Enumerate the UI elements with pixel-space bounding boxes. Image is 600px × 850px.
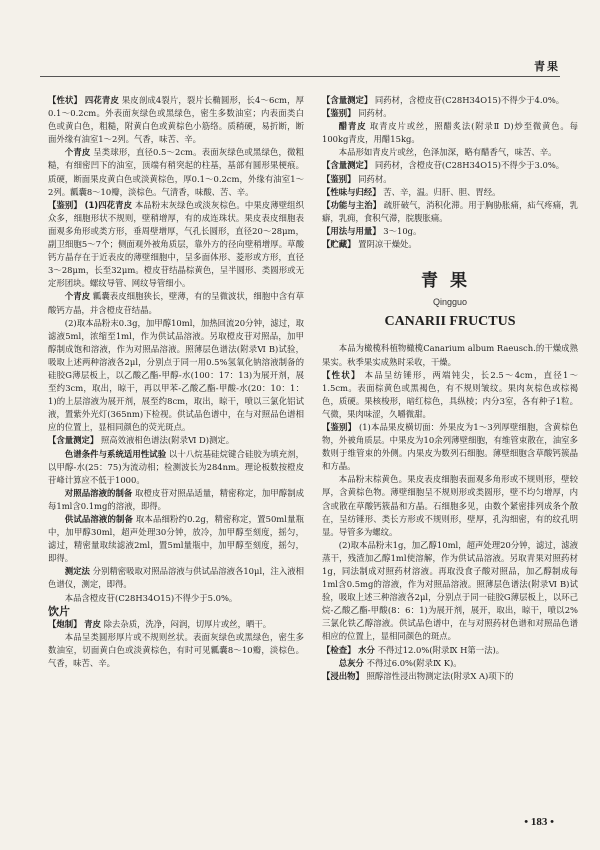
paragraph-text: 本品粉末棕黄色。果皮表皮细胞表面观多角形或不规则形，壁较厚，含黄棕色物。薄壁细胞呈不规则形或类圆形，壁不均匀增厚，内含或散在草酸钙簇晶和方晶。石细胞多见，由数个紧密排列成条个散在，呈纺锤形、类长方形或不规则形，壁厚，孔沟细密，有的纹孔明显。导管多为螺纹。 [322, 474, 578, 537]
section-tag: 【含量测定】 [322, 95, 373, 105]
section-tag: 【鉴别】 [322, 421, 357, 432]
monograph-heading [322, 271, 578, 330]
monograph-pinyin: Qingguo [432, 297, 468, 308]
paragraph [322, 369, 578, 421]
lead-term: 个青皮 [64, 291, 91, 302]
paragraph [322, 644, 578, 657]
section-tag: 【检查】 [322, 644, 356, 655]
paragraph-text: 本品为橄榄科植物橄榄Canarium album Raeusch.的干燥成熟果实。秋季果实成熟时采收，干燥。 [322, 343, 578, 367]
paragraph [322, 199, 578, 225]
paragraph [48, 618, 304, 631]
paragraph [322, 238, 578, 251]
section-tag: 【鉴别】 [48, 199, 82, 210]
paragraph-text: 同药材。 [358, 173, 392, 184]
paragraph [48, 290, 304, 316]
paragraph [48, 146, 304, 198]
paragraph-text: 分别精密吸取对照品溶液与供试品溶液各10μl，注入液相色谱仪，测定，即得。 [48, 566, 304, 590]
lead-term: 个青皮 [64, 147, 91, 158]
paragraph-text: 本品形如青皮片或丝，色泽加深，略有醋香气，味苦、辛。 [338, 147, 557, 158]
paragraph-text: 取橙皮苷对照品适量，精密称定，加甲醇制成每1ml含0.1mg的溶液，即得。 [48, 487, 305, 511]
paragraph-text: (1)本品果皮横切面：外果皮为1～3列厚壁细胞，含黄棕色物，外被角质层。中果皮为10余列薄壁细胞，有维管束散在，油室多数则于维管束的外侧。内果皮为数列石细胞。薄壁细胞含草酸钙簇晶和方晶。 [322, 421, 578, 472]
paragraph-text: 同药材，含橙皮苷(C28H34O15)不得少于3.0%。 [374, 160, 565, 171]
header-title: 青果 [534, 60, 560, 73]
section-tag: 【贮藏】 [322, 239, 356, 250]
paragraph [322, 342, 578, 368]
paragraph [322, 473, 578, 538]
paragraph [322, 657, 578, 670]
section-tag: 【含量测定】 [48, 435, 99, 446]
paragraph [322, 670, 578, 683]
lead-term: 总灰分 [338, 657, 364, 668]
paragraph-text: (2)取本品粉末1g，加乙醇10ml，超声处理20分钟，滤过，滤液蒸干，残渣加乙醇1ml使溶解，作为供试品溶液。另取青果对照药材1g，同法制成对照药材溶液。再取没食子酸对照品，加乙醇制成每1ml含0.5mg的溶液，作为对照品溶液。照薄层色谱法(附录Ⅵ B)试验，吸取上述三种溶液各2μl，分别点于同一硅胶G薄层板上，以环己烷-乙酸乙酯-甲酸(8：6：1)为展开剂，展开，取出，晾干，喷以2%三氯化铁乙醇溶液。供试品色谱中，在与对照药材色谱和对照品色谱相应的位置上，显相同颜色的斑点。 [322, 539, 578, 642]
paragraph-text: 除去杂质，洗净，闷润，切厚片或丝，晒干。 [103, 618, 272, 629]
paragraph [322, 94, 578, 107]
paragraph [48, 199, 304, 291]
paragraph-text: 本品呈类圆形厚片或不规则丝状。表面灰绿色或黑绿色，密生多数油室，切面黄白色或淡黄棕色，有时可见瓤囊8～10瓣，淡棕色。气香，味苦、辛。 [48, 631, 304, 669]
section-tag: 【功能与主治】 [322, 199, 382, 210]
paragraph [322, 225, 578, 238]
right-column [322, 94, 578, 683]
paragraph [48, 434, 304, 447]
section-tag: 【鉴别】 [322, 108, 356, 119]
paragraph [48, 592, 304, 605]
paragraph-text: 不得过12.0%(附录Ⅸ H第一法)。 [377, 644, 505, 655]
section-tag: 【浸出物】 [322, 670, 364, 681]
running-header [40, 56, 560, 77]
lead-term: 四花青皮 [84, 95, 119, 105]
paragraph [322, 146, 578, 159]
paragraph [322, 421, 578, 473]
paragraph-text: 本品粉末灰绿色或淡灰棕色。中果皮薄壁组织众多，细胞形状不规则，壁稍增厚，有的成连珠状。果皮表皮细胞表面观多角形或类方形，垂周壁增厚，气孔长圆形，直径20～28μm，副卫细胞5～7个；侧面观外被角质层，靠外方的径向壁稍增厚。草酸钙方晶存在于近表皮的薄壁细胞中，呈多面体形、菱形或方形，直径3～28μm，长至32μm。橙皮苷结晶棕黄色，呈半圆形、类圆形或无定形团块。螺纹导管、网纹导管细小。 [48, 199, 305, 289]
paragraph-text: 取本品细粉约0.2g，精密称定，置50ml量瓶中，加甲醇30ml，超声处理30分钟，放冷，加甲醇至刻度，摇匀，滤过，精密量取续滤液2ml，置5ml量瓶中，加甲醇至刻度，摇匀，即得。 [48, 514, 304, 564]
monograph-chinese-name: 青果 [421, 271, 479, 292]
paragraph-text: 以十八烷基硅烷键合硅胶为填充剂，以甲醇-水(25：75)为流动相；检测波长为284nm。理论板数按橙皮苷峰计算应不低于1000。 [48, 448, 305, 485]
lead-term: 色谱条件与系统适用性试验 [64, 448, 167, 459]
section-tag: 【性味与归经】 [322, 186, 381, 197]
paragraph [48, 513, 304, 565]
lead-term: 对照品溶液的制备 [64, 487, 133, 498]
lead-term: 醋青皮 [338, 121, 367, 132]
paragraph-text: 本品呈纺锤形，两端钝尖，长2.5～4cm，直径1～1.5cm。表面棕黄色或黑褐色，有不规则皱纹。果肉灰棕色或棕褐色，质硬。果核梭形，暗红棕色，具纵棱；内分3室，各有种子1粒。气微，果肉味涩，久嚼微甜。 [322, 369, 579, 419]
paragraph [48, 94, 304, 146]
section-tag: 【性状】 [322, 369, 361, 380]
paragraph-text: 果皮剖成4裂片，裂片长椭圆形，长4～6cm，厚0.1～0.2cm。外表面灰绿色或黑绿色，密生多数油室；内表面类白色或黄白色，粗糙，附黄白色或黄棕色小筋络。质稍硬，易折断，断面外缘有油室1～2列。气香，味苦、辛。 [48, 95, 305, 145]
paragraph [322, 539, 578, 644]
lead-term: 青皮 [84, 618, 101, 629]
paragraph-text: 置阴凉干燥处。 [358, 239, 417, 250]
paragraph-text: 同药材。 [358, 108, 392, 119]
paragraph [322, 107, 578, 120]
paragraph-text: 照醇溶性浸出物测定法(附录Ⅹ A)项下的 [366, 670, 514, 681]
section-subhead: 饮片 [48, 604, 70, 618]
lead-term: (1)四花青皮 [84, 199, 133, 210]
monograph-latin-name: CANARII FRUCTUS [384, 314, 516, 330]
section-tag: 【炮制】 [48, 618, 82, 629]
paragraph-text: 取青皮片或丝，照醋炙法(附录Ⅱ D)炒至微黄色。每100kg青皮，用醋15kg。 [322, 121, 579, 145]
page-number: • 183 • [524, 816, 554, 828]
paragraph-text: 瓤囊表皮细胞狭长，壁薄，有的呈微波状，细胞中含有草酸钙方晶，并含橙皮苷结晶。 [48, 291, 305, 315]
right-column-top [322, 94, 578, 251]
paragraph-text: 3～10g。 [383, 225, 422, 236]
paragraph [322, 120, 578, 146]
left-column [48, 94, 304, 670]
paragraph-text: (2)取本品粉末0.3g，加甲醇10ml，加热回流20分钟，滤过，取滤液5ml，浓缩至1ml，作为供试品溶液。另取橙皮苷对照品，加甲醇制成饱和溶液，作为对照品溶液。照薄层色谱法(附录Ⅵ B)试验，吸取上述两种溶液各2μl，分别点于同一用0.5%氢氧化钠溶液制备的硅胶G薄层板上，以乙酸乙酯-甲醇-水(100：17：13)为展开剂，展至约3cm，取出，晾干，再以甲苯-乙酸乙酯-甲酸-水(20：10：1：1)的上层溶液为展开剂，展至约8cm，取出，晾干，喷以三氯化铝试液，置紫外光灯(365nm)下检视。供试品色谱中，在与对照品色谱相应的位置上，显相同颜色的荧光斑点。 [48, 317, 304, 433]
section-tag: 【用法与用量】 [322, 225, 381, 236]
paragraph [322, 173, 578, 186]
paragraph-text: 疏肝破气，消积化滞。用于胸胁胀痛，疝气疼痛，乳癖，乳痈，食积气滞，脘腹胀痛。 [322, 199, 578, 223]
lead-term: 测定法 [64, 566, 90, 577]
section-tag: 【鉴别】 [322, 173, 356, 184]
paragraph [48, 317, 304, 435]
paragraph [322, 159, 578, 172]
lead-term: 供试品溶液的制备 [64, 514, 134, 524]
paragraph-text: 苦、辛，温。归肝、胆、胃经。 [383, 186, 501, 197]
paragraph [322, 186, 578, 199]
paragraph [48, 448, 304, 487]
section-tag: 【含量测定】 [322, 160, 373, 171]
paragraph [48, 565, 304, 591]
paragraph-text: 不得过6.0%(附录Ⅸ K)。 [366, 657, 462, 668]
paragraph [48, 631, 304, 670]
paragraph-text: 本品含橙皮苷(C28H34O15)不得少于5.0%。 [64, 592, 238, 603]
paragraph-text: 同药材，含橙皮苷(C28H34O15)不得少于4.0%。 [374, 95, 565, 105]
lead-term: 水分 [358, 644, 375, 655]
paragraph [48, 487, 304, 513]
section-tag: 【性状】 [48, 95, 83, 105]
paragraph-text: 呈类球形，直径0.5～2cm。表面灰绿色或黑绿色，微粗糙，有细密凹下的油室，顶端有稍突起的柱基，基部有圆形果梗痕。质硬，断面果皮黄白色或淡黄棕色，厚0.1～0.2cm，外缘有油室1～2列。瓤囊8～10瓣，淡棕色。气清香，味酸、苦、辛。 [48, 147, 304, 197]
paragraph-text: 照高效液相色谱法(附录Ⅵ D)测定。 [100, 435, 235, 446]
right-column-bottom [322, 342, 578, 682]
